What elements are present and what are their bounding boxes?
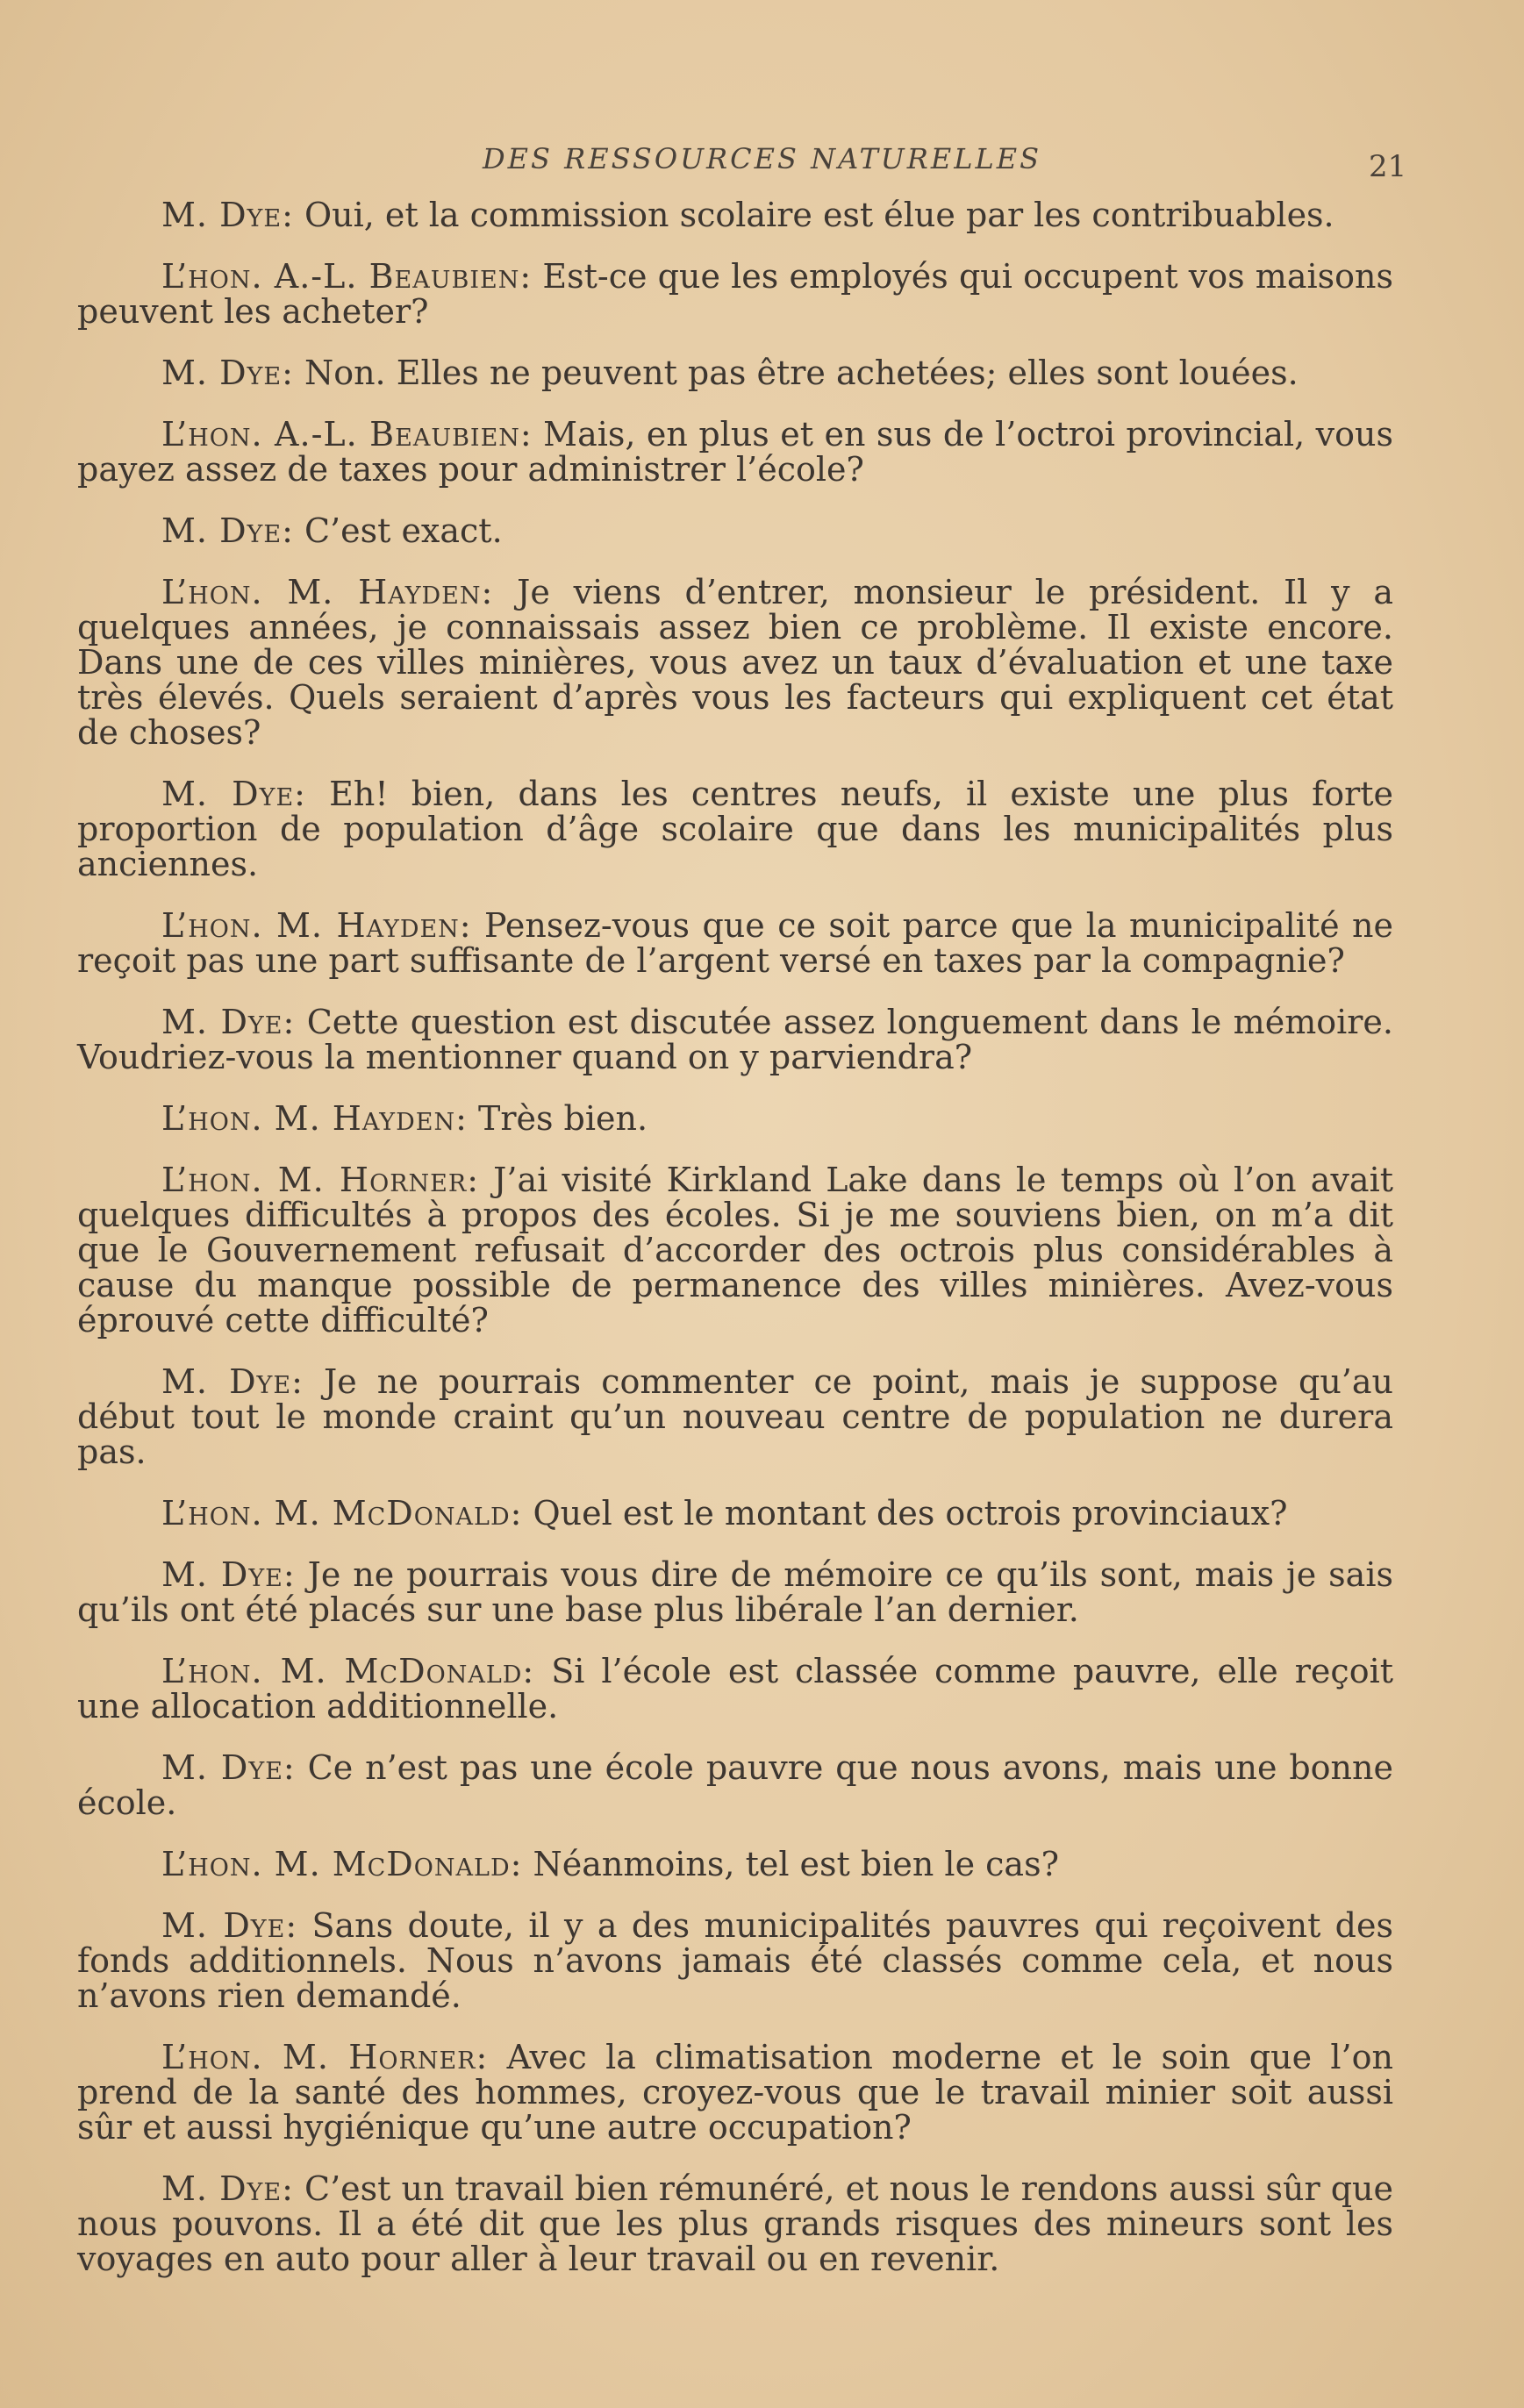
transcript-paragraph [77,1654,1393,1724]
speaker-name: L’hon. M. Hayden: [161,1099,468,1138]
transcript-paragraph [77,1750,1393,1820]
page-number: 21 [1369,149,1407,184]
speech-text: Cette question est discutée assez longuement dans le mémoire. Voudriez-vous la mentionner quand on y parviendra? [77,1003,1394,1076]
speech-text: Je viens d’entrer, monsieur le président. Il y a quelques années, je connaissais assez bien ce problème. Il existe encore. Dans une de ces villes minières, vous avez un taux d’évaluation et une taxe très élevés. Quels seraient d’après vous les facteurs qui expliquent cet état de choses? [77,573,1393,752]
speaker-name: L’hon. M. Hayden: [161,906,472,945]
speaker-name: L’hon. M. McDonald: [161,1652,535,1690]
speech-text: Très bien. [467,1099,648,1138]
transcript-paragraph [77,1162,1393,1338]
transcript-paragraph [77,1496,1393,1531]
speech-text: Si l’école est classée comme pauvre, elle reçoit une allocation additionnelle. [77,1652,1393,1726]
transcript-paragraph [77,259,1393,329]
speaker-name: M. Dye: [161,1003,296,1041]
transcript-paragraph [77,1004,1393,1075]
speech-text: Mais, en plus et en sus de l’octroi provincial, vous payez assez de taxes pour administrer l’école? [77,415,1394,489]
speaker-name: L’hon. A.-L. Beaubien: [161,257,533,296]
speaker-name: M. Dye: [161,1555,296,1594]
speaker-name: L’hon. A.-L. Beaubien: [161,415,533,454]
speaker-name: M. Dye: [161,1362,304,1401]
speech-text: Sans doute, il y a des municipalités pauvres qui reçoivent des fonds additionnels. Nous n’avons jamais été classés comme cela, et nous n’avons rien demandé. [77,1906,1393,2015]
speaker-name: L’hon. M. Horner: [161,2038,489,2076]
speaker-name: M. Dye: [161,354,294,392]
speech-text: Eh! bien, dans les centres neufs, il existe une plus forte proportion de population d’âge scolaire que dans les municipalités plus anciennes. [77,775,1393,883]
speech-text: C’est un travail bien rémunéré, et nous le rendons aussi sûr que nous pouvons. Il a été dit que les plus grands risques des mineurs sont les voyages en auto pour aller à leur travail ou en revenir. [77,2169,1393,2278]
speaker-name: M. Dye: [161,1748,296,1787]
transcript-paragraph [77,355,1393,390]
transcript-paragraph [77,2171,1393,2276]
speech-text: Je ne pourrais commenter ce point, mais je suppose qu’au début tout le monde craint qu’un nouveau centre de population ne durera pas. [77,1362,1393,1471]
speech-text: C’est exact. [293,511,503,550]
transcript-paragraph [77,1101,1393,1136]
speaker-name: L’hon. M. Horner: [161,1161,479,1199]
speech-text: Néanmoins, tel est bien le cas? [522,1845,1059,1883]
speech-text: Pensez-vous que ce soit parce que la municipalité ne reçoit pas une part suffisante de l’argent versé en taxes par la compagnie? [77,906,1393,980]
transcript-paragraph [77,1847,1393,1882]
speech-text: Est-ce que les employés qui occupent vos maisons peuvent les acheter? [77,257,1393,331]
transcript-body [77,197,1393,2303]
transcript-paragraph [77,197,1393,232]
speaker-name: M. Dye: [161,196,294,234]
speech-text: Ce n’est pas une école pauvre que nous avons, mais une bonne école. [77,1748,1393,1822]
transcript-paragraph [77,908,1393,978]
transcript-paragraph [77,1908,1393,2013]
speech-text: Oui, et la commission scolaire est élue par les contribuables. [293,196,1334,234]
transcript-paragraph [77,1557,1393,1627]
speaker-name: M. Dye: [161,775,306,813]
running-head: DES RESSOURCES NATURELLES [483,142,1041,175]
speaker-name: M. Dye: [161,511,294,550]
transcript-paragraph [77,1364,1393,1469]
transcript-paragraph [77,2040,1393,2145]
transcript-paragraph [77,575,1393,750]
speaker-name: L’hon. M. Hayden: [161,573,494,611]
transcript-paragraph [77,776,1393,882]
speaker-name: M. Dye: [161,2169,294,2208]
speech-text: Je ne pourrais vous dire de mémoire ce qu’ils sont, mais je sais qu’ils ont été placés sur une base plus libérale l’an dernier. [77,1555,1393,1629]
transcript-paragraph [77,417,1393,487]
speaker-name: L’hon. M. McDonald: [161,1845,523,1883]
speech-text: Avec la climatisation moderne et le soin que l’on prend de la santé des hommes, croyez-vous que le travail minier soit aussi sûr et aussi hygiénique qu’une autre occupation? [77,2038,1393,2147]
speaker-name: L’hon. M. McDonald: [161,1494,523,1533]
transcript-paragraph [77,513,1393,548]
speaker-name: M. Dye: [161,1906,298,1945]
speech-text: Non. Elles ne peuvent pas être achetées; elles sont louées. [293,354,1299,392]
speech-text: Quel est le montant des octrois provinciaux? [522,1494,1288,1533]
speech-text: J’ai visité Kirkland Lake dans le temps où l’on avait quelques difficultés à propos des écoles. Si je me souviens bien, on m’a dit que le Gouvernement refusait d’accorder des octrois plus considérables à cause du manque possible de permanence des villes minières. Avez-vous éprouvé cette difficulté? [77,1161,1393,1340]
